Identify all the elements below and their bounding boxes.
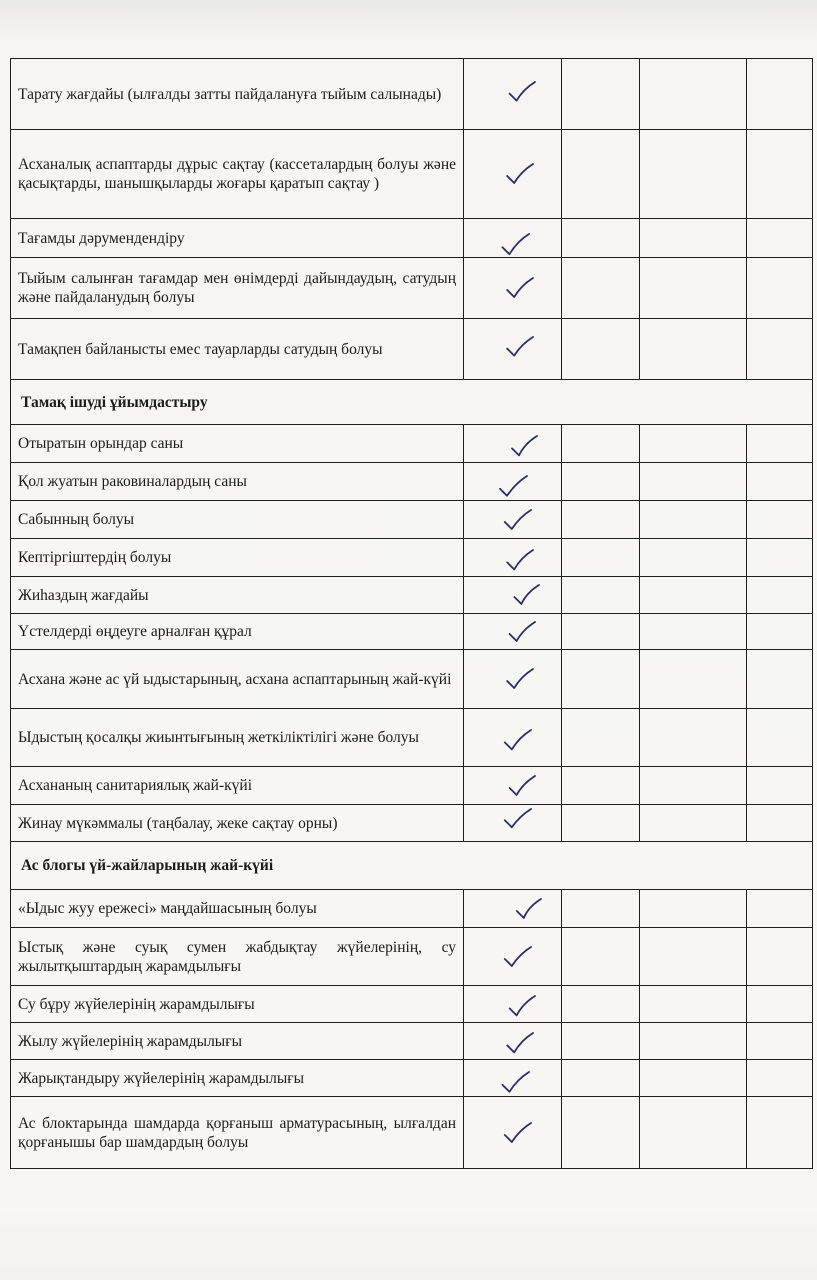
checklist-row: [11, 59, 813, 130]
remarks-cell[interactable]: [747, 1097, 813, 1169]
criterion-label: Сабынның болуы: [11, 501, 464, 539]
checkmark-icon: [503, 275, 535, 301]
compliance-yes-cell[interactable]: [464, 890, 562, 928]
notes-cell[interactable]: [640, 650, 747, 709]
checkmark-icon: [501, 1120, 533, 1146]
criterion-label: Ыдыстың қосалқы жиынтығының жеткіліктілігі және болуы: [11, 709, 464, 767]
compliance-no-cell[interactable]: [562, 219, 640, 258]
checkmark-icon: [497, 473, 529, 499]
remarks-cell[interactable]: [747, 130, 813, 219]
compliance-no-cell[interactable]: [562, 59, 640, 130]
checklist-row: [11, 928, 813, 986]
remarks-cell[interactable]: [747, 319, 813, 380]
checkmark-icon: [503, 161, 535, 187]
checklist-row: [11, 425, 813, 463]
criterion-label: Су бұру жүйелерінің жарамдылығы: [11, 986, 464, 1023]
checkmark-icon: [505, 79, 537, 105]
compliance-no-cell[interactable]: [562, 986, 640, 1023]
notes-cell[interactable]: [640, 219, 747, 258]
criterion-label: Отыратын орындар саны: [11, 425, 464, 463]
compliance-yes-cell[interactable]: [464, 1023, 562, 1060]
compliance-yes-cell[interactable]: [464, 650, 562, 709]
compliance-yes-cell[interactable]: [464, 1060, 562, 1097]
remarks-cell[interactable]: [747, 805, 813, 842]
checkmark-icon: [505, 619, 537, 645]
compliance-yes-cell[interactable]: [464, 928, 562, 986]
notes-cell[interactable]: [640, 539, 747, 577]
checklist-row: [11, 986, 813, 1023]
compliance-no-cell[interactable]: [562, 805, 640, 842]
compliance-no-cell[interactable]: [562, 614, 640, 650]
compliance-no-cell[interactable]: [562, 539, 640, 577]
section-heading-row: [11, 380, 813, 425]
checkmark-icon: [505, 993, 537, 1019]
compliance-yes-cell[interactable]: [464, 805, 562, 842]
criterion-label: Асхананың санитариялық жай-күйі: [11, 767, 464, 805]
checklist-row: [11, 577, 813, 614]
section-heading-row: [11, 842, 813, 890]
criterion-label: Асхана және ас үй ыдыстарының, асхана аспаптарының жай-күйі: [11, 650, 464, 709]
checkmark-icon: [501, 806, 533, 832]
checkmark-icon: [503, 666, 535, 692]
remarks-cell[interactable]: [747, 614, 813, 650]
compliance-no-cell[interactable]: [562, 767, 640, 805]
notes-cell[interactable]: [640, 463, 747, 501]
compliance-no-cell[interactable]: [562, 1097, 640, 1169]
compliance-yes-cell[interactable]: [464, 1097, 562, 1169]
checklist-row: [11, 767, 813, 805]
compliance-yes-cell[interactable]: [464, 130, 562, 219]
remarks-cell[interactable]: [747, 501, 813, 539]
checkmark-icon: [507, 433, 539, 459]
criterion-label: Жылу жүйелерінің жарамдылығы: [11, 1023, 464, 1060]
notes-cell[interactable]: [640, 1097, 747, 1169]
notes-cell[interactable]: [640, 890, 747, 928]
checkmark-icon: [501, 727, 533, 753]
notes-cell[interactable]: [640, 59, 747, 130]
compliance-no-cell[interactable]: [562, 650, 640, 709]
checkmark-icon: [509, 582, 541, 608]
criterion-label: Жарықтандыру жүйелерінің жарамдылығы: [11, 1060, 464, 1097]
notes-cell[interactable]: [640, 577, 747, 614]
notes-cell[interactable]: [640, 614, 747, 650]
compliance-yes-cell[interactable]: [464, 709, 562, 767]
remarks-cell[interactable]: [747, 539, 813, 577]
checklist-body: [11, 59, 813, 1169]
notes-cell[interactable]: [640, 258, 747, 319]
notes-cell[interactable]: [640, 425, 747, 463]
compliance-yes-cell[interactable]: [464, 219, 562, 258]
compliance-no-cell[interactable]: [562, 425, 640, 463]
criterion-label: Қол жуатын раковиналардың саны: [11, 463, 464, 501]
compliance-yes-cell[interactable]: [464, 986, 562, 1023]
notes-cell[interactable]: [640, 1060, 747, 1097]
compliance-no-cell[interactable]: [562, 258, 640, 319]
inspection-checklist-table: [10, 58, 813, 1169]
checkmark-icon: [503, 1030, 535, 1056]
criterion-label: Кептіргіштердің болуы: [11, 539, 464, 577]
notes-cell[interactable]: [640, 130, 747, 219]
section-heading: Тамақ ішуді ұйымдастыру: [11, 380, 813, 425]
compliance-yes-cell[interactable]: [464, 577, 562, 614]
checklist-row: [11, 1097, 813, 1169]
remarks-cell[interactable]: [747, 258, 813, 319]
compliance-yes-cell[interactable]: [464, 319, 562, 380]
compliance-no-cell[interactable]: [562, 1060, 640, 1097]
checklist-row: [11, 539, 813, 577]
checklist-row: [11, 258, 813, 319]
checklist-row: [11, 219, 813, 258]
criterion-label: Үстелдерді өңдеуге арналған құрал: [11, 614, 464, 650]
checklist-row: [11, 463, 813, 501]
remarks-cell[interactable]: [747, 425, 813, 463]
checkmark-icon: [499, 1069, 531, 1095]
criterion-label: Тарату жағдайы (ылғалды затты пайдалануға тыйым салынады): [11, 59, 464, 130]
checklist-row: [11, 130, 813, 219]
remarks-cell[interactable]: [747, 767, 813, 805]
checklist-row: [11, 614, 813, 650]
notes-cell[interactable]: [640, 767, 747, 805]
criterion-label: Асханалық аспаптарды дұрыс сақтау (кассеталардың болуы және қасықтарды, шанышқыларды жоғары қаратып сақтау ): [11, 130, 464, 219]
remarks-cell[interactable]: [747, 890, 813, 928]
checkmark-icon: [503, 547, 535, 573]
notes-cell[interactable]: [640, 986, 747, 1023]
notes-cell[interactable]: [640, 1023, 747, 1060]
checklist-row: [11, 650, 813, 709]
compliance-yes-cell[interactable]: [464, 614, 562, 650]
compliance-no-cell[interactable]: [562, 890, 640, 928]
remarks-cell[interactable]: [747, 1060, 813, 1097]
remarks-cell[interactable]: [747, 986, 813, 1023]
compliance-no-cell[interactable]: [562, 130, 640, 219]
remarks-cell[interactable]: [747, 463, 813, 501]
compliance-no-cell[interactable]: [562, 1023, 640, 1060]
compliance-yes-cell[interactable]: [464, 767, 562, 805]
checkmark-icon: [503, 334, 535, 360]
criterion-label: Жиһаздың жағдайы: [11, 577, 464, 614]
checkmark-icon: [505, 773, 537, 799]
compliance-yes-cell[interactable]: [464, 425, 562, 463]
compliance-yes-cell[interactable]: [464, 539, 562, 577]
checklist-row: [11, 805, 813, 842]
checkmark-icon: [501, 507, 533, 533]
remarks-cell[interactable]: [747, 219, 813, 258]
remarks-cell[interactable]: [747, 577, 813, 614]
criterion-label: Ыстық және суық сумен жабдықтау жүйелерінің, су жылытқыштардың жарамдылығы: [11, 928, 464, 986]
checklist-row: [11, 319, 813, 380]
criterion-label: Ас блоктарында шамдарда қорғаныш арматурасының, ылғалдан қорғанышы бар шамдардың болуы: [11, 1097, 464, 1169]
compliance-no-cell[interactable]: [562, 501, 640, 539]
checklist-row: [11, 1023, 813, 1060]
compliance-no-cell[interactable]: [562, 709, 640, 767]
remarks-cell[interactable]: [747, 650, 813, 709]
compliance-yes-cell[interactable]: [464, 501, 562, 539]
remarks-cell[interactable]: [747, 928, 813, 986]
criterion-label: Тағамды дәрумендендіру: [11, 219, 464, 258]
criterion-label: «Ыдыс жуу ережесі» маңдайшасының болуы: [11, 890, 464, 928]
compliance-yes-cell[interactable]: [464, 258, 562, 319]
remarks-cell[interactable]: [747, 59, 813, 130]
compliance-yes-cell[interactable]: [464, 463, 562, 501]
criterion-label: Тамақпен байланысты емес тауарларды сатудың болуы: [11, 319, 464, 380]
compliance-no-cell[interactable]: [562, 319, 640, 380]
section-heading: Ас блогы үй-жайларының жай-күйі: [11, 842, 813, 890]
criterion-label: Жинау мүкәммалы (таңбалау, жеке сақтау орны): [11, 805, 464, 842]
remarks-cell[interactable]: [747, 709, 813, 767]
checkmark-icon: [499, 231, 531, 257]
notes-cell[interactable]: [640, 319, 747, 380]
notes-cell[interactable]: [640, 805, 747, 842]
criterion-label: Тыйым салынған тағамдар мен өнімдерді дайындаудың, сатудың және пайдаланудың болуы: [11, 258, 464, 319]
checkmark-icon: [511, 896, 543, 922]
remarks-cell[interactable]: [747, 1023, 813, 1060]
checkmark-icon: [501, 944, 533, 970]
compliance-yes-cell[interactable]: [464, 59, 562, 130]
checklist-row: [11, 890, 813, 928]
compliance-no-cell[interactable]: [562, 577, 640, 614]
compliance-no-cell[interactable]: [562, 928, 640, 986]
checklist-row: [11, 1060, 813, 1097]
checklist-row: [11, 709, 813, 767]
notes-cell[interactable]: [640, 928, 747, 986]
notes-cell[interactable]: [640, 709, 747, 767]
checklist-row: [11, 501, 813, 539]
notes-cell[interactable]: [640, 501, 747, 539]
compliance-no-cell[interactable]: [562, 463, 640, 501]
